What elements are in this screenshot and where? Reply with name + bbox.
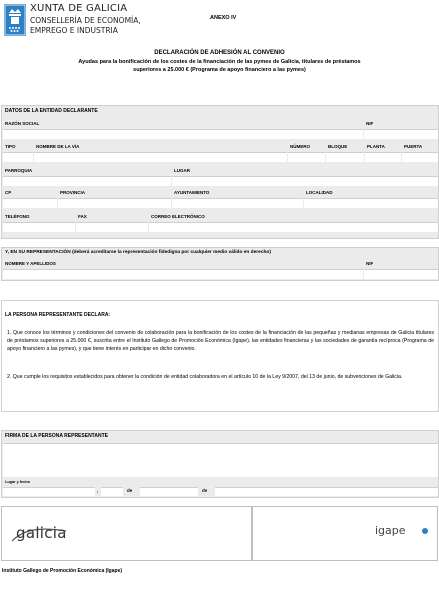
representative-nif-label: NIF xyxy=(366,261,374,266)
org-department-1: CONSELLERÍA DE ECONOMÍA, xyxy=(30,16,141,25)
document-subtitle-2: superiores a 25.000 € (Programa de apoyo financiero a las pymes) xyxy=(133,67,306,73)
place-field[interactable] xyxy=(3,487,95,496)
lugar-label: LUGAR xyxy=(174,168,190,173)
planta-field[interactable] xyxy=(365,152,401,162)
igape-logo-box xyxy=(252,506,438,561)
fax-field[interactable] xyxy=(76,222,148,232)
entity-section xyxy=(1,105,439,239)
localidad-field[interactable] xyxy=(304,198,438,208)
parroquia-label: PARROQUIA xyxy=(5,168,33,173)
telefono-label: TELÉFONO xyxy=(5,214,30,219)
bloque-field[interactable] xyxy=(326,152,364,162)
declaration-section xyxy=(1,300,439,412)
lugar-field[interactable] xyxy=(172,176,438,186)
nif-field[interactable] xyxy=(364,129,438,139)
nif-label: NIF xyxy=(366,121,374,126)
nombre-apellidos-label: NOMBRE Y APELLIDOS xyxy=(5,261,56,266)
nombre-via-field[interactable] xyxy=(34,152,287,162)
tipo-label: TIPO xyxy=(5,144,16,149)
cp-label: CP xyxy=(5,190,12,195)
entity-section-title: DATOS DE LA ENTIDAD DECLARANTE xyxy=(5,108,98,114)
ayuntamiento-label: AYUNTAMIENTO xyxy=(174,190,210,195)
document-subtitle-1: Ayudas para la bonificación de los costes de la financiación de las pymes de Galicia, titulares de préstamos xyxy=(78,59,361,65)
galicia-logo-box xyxy=(1,506,252,561)
planta-label: PLANTA xyxy=(367,144,385,149)
email-field[interactable] xyxy=(149,222,438,232)
galicia-logo-text: galicia xyxy=(16,524,67,542)
org-department-2: EMPREGO E INDUSTRIA xyxy=(30,26,118,35)
month-field[interactable] xyxy=(140,487,198,496)
razon-social-field[interactable] xyxy=(3,129,363,139)
igape-logo-text: igape xyxy=(375,524,406,537)
declaration-title: LA PERSONA REPRESENTANTE DECLARA: xyxy=(5,312,111,318)
year-field[interactable] xyxy=(215,487,438,496)
razon-social-label: RAZÓN SOCIAL xyxy=(5,121,40,126)
representation-section xyxy=(1,247,439,281)
fax-label: FAX xyxy=(78,214,87,219)
puerta-label: PUERTA xyxy=(404,144,423,149)
footer-institution: Instituto Gallego de Promoción Económica (Igape) xyxy=(2,568,123,574)
igape-dot-icon xyxy=(421,527,429,537)
telefono-field[interactable] xyxy=(3,222,75,232)
provincia-field[interactable] xyxy=(58,198,171,208)
puerta-field[interactable] xyxy=(402,152,438,162)
comma-separator: , xyxy=(97,488,99,493)
signature-field[interactable] xyxy=(3,443,438,477)
document-title: DECLARACIÓN DE ADHESIÓN AL CONVENIO xyxy=(154,50,285,56)
annex-label: ANEXO IV xyxy=(210,15,237,21)
representation-section-title: Y, EN SU REPRESENTACIÓN (deberá acreditarse la representación fidedigna por cualquier medio válido en derecho) xyxy=(5,250,271,255)
day-field[interactable] xyxy=(101,487,123,496)
email-label: CORREO ELECTRÓNICO xyxy=(151,214,205,219)
place-date-label: Lugar y fecha xyxy=(5,480,30,484)
tipo-field[interactable] xyxy=(3,152,33,162)
provincia-label: PROVINCIA xyxy=(60,190,86,195)
signature-section xyxy=(1,430,439,498)
nombre-via-label: NOMBRE DE LA VÍA xyxy=(36,144,80,149)
ayuntamiento-field[interactable] xyxy=(172,198,303,208)
nombre-apellidos-field[interactable] xyxy=(3,269,363,279)
date-de-1: de xyxy=(127,488,133,493)
declaration-item-2: 2. Que cumple los requisitos establecidos para obtener la condición de entidad colaboradora en el artículo 10 de la Ley 9/2007, del 13 de junio, de subvenciones de Galicia. xyxy=(7,374,403,380)
declaration-item-1: 1. Que conoce los términos y condiciones del convenio de colaboración para la bonificación de los costes de la financiación de las pequeñas y medianas empresas de Galicia titulares de préstamos superiores a 25.000 €, suscrita entre el Instituto Gallego de Promoción Económica (Igape), las entidades financieras y las sociedades de garantía recíproca (Programa de apoyo financiero a las pymes), y que tiene interés en participar en dicho convenio. xyxy=(7,330,434,352)
representative-nif-field[interactable] xyxy=(364,269,438,279)
org-name: XUNTA DE GALICIA xyxy=(30,3,128,14)
cp-field[interactable] xyxy=(3,198,57,208)
date-de-2: de xyxy=(202,488,208,493)
numero-label: NÚMERO xyxy=(290,144,310,149)
xunta-logo xyxy=(4,4,26,36)
localidad-label: LOCALIDAD xyxy=(306,190,333,195)
numero-field[interactable] xyxy=(288,152,325,162)
parroquia-field[interactable] xyxy=(3,176,171,186)
signature-title: FIRMA DE LA PERSONA REPRESENTANTE xyxy=(5,433,108,439)
bloque-label: BLOQUE xyxy=(328,144,348,149)
